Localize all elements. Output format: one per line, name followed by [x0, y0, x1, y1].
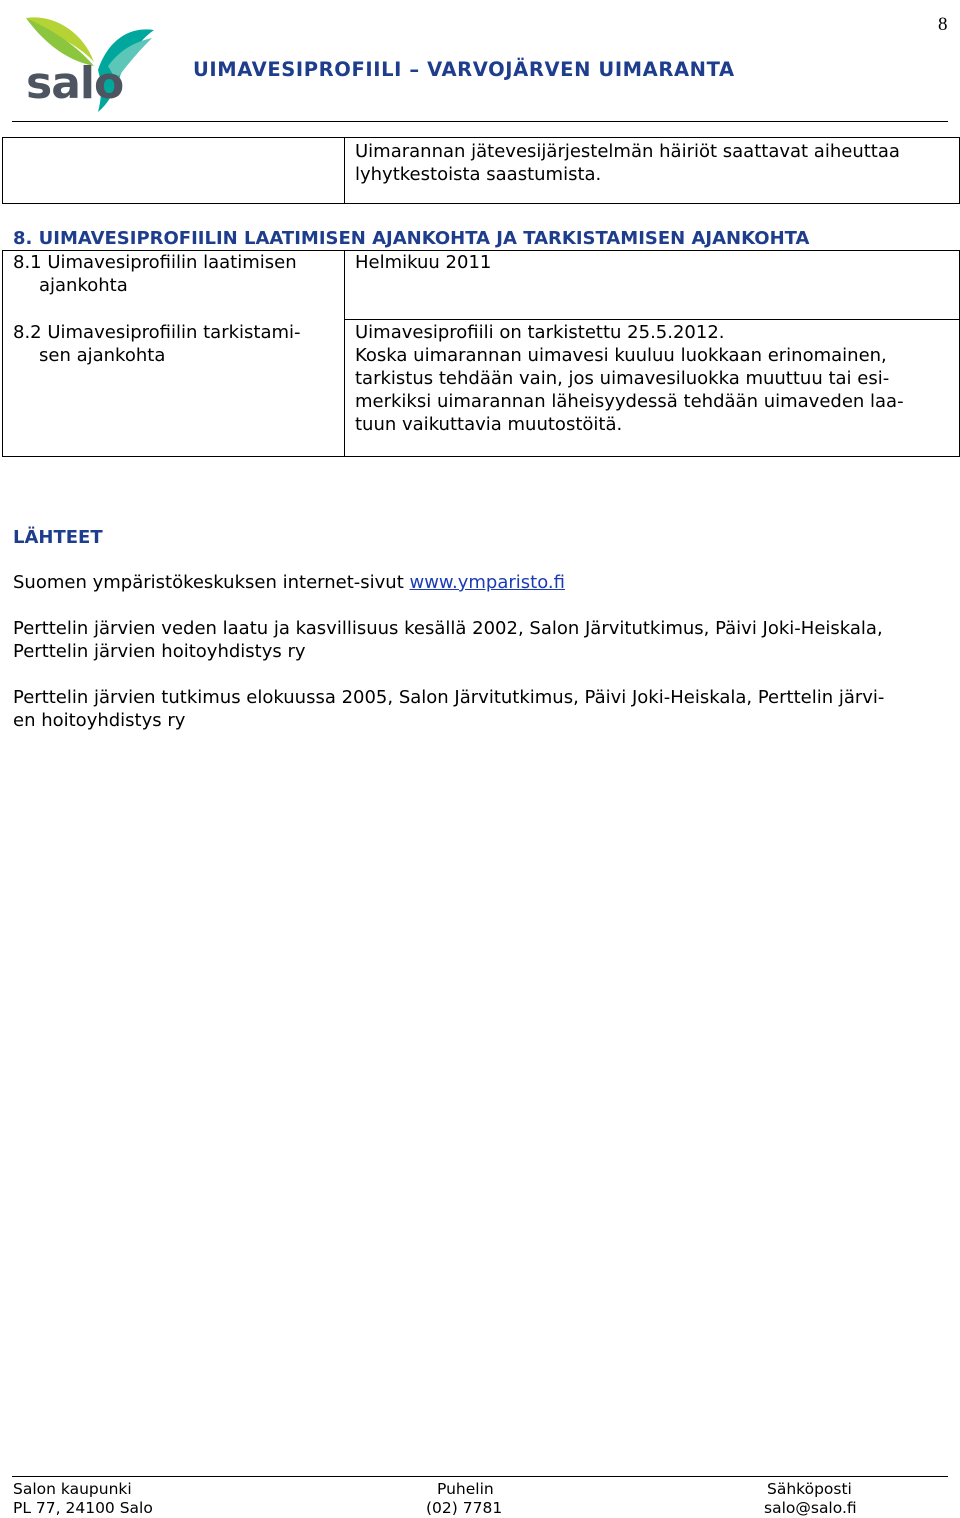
- logo-wordmark: salo: [26, 58, 124, 109]
- header-divider: [12, 121, 948, 122]
- footer-phone: (02) 7781: [426, 1499, 503, 1517]
- source-item-1: [13, 571, 565, 594]
- ymparisto-link[interactable]: www.ymparisto.fi: [409, 572, 565, 593]
- row-8-2-value-line-4: merkiksi uimarannan läheisyydessä tehdään uimaveden laa-: [355, 391, 904, 412]
- row-8-1-label-line-2: ajankohta: [39, 275, 128, 296]
- row-8-2-label-line-2: sen ajankohta: [39, 345, 166, 366]
- source-item-2-line-2: Perttelin järvien hoitoyhdistys ry: [13, 641, 306, 662]
- footer-divider: [12, 1476, 948, 1477]
- top-table-divider: [344, 138, 345, 203]
- footer-email: salo@salo.fi: [764, 1499, 857, 1517]
- footer-company-label: Salon kaupunki: [13, 1480, 132, 1498]
- table-column-divider: [344, 251, 345, 456]
- row-8-2-value-line-3: tarkistus tehdään vain, jos uimavesiluokka muuttuu tai esi-: [355, 368, 890, 389]
- top-table: [2, 137, 960, 204]
- document-title: UIMAVESIPROFIILI – VARVOJÄRVEN UIMARANTA: [193, 58, 735, 81]
- row-8-1-label-line-1: 8.1 Uimavesiprofiilin laatimisen: [13, 252, 297, 273]
- row-8-2-value-line-2: Koska uimarannan uimavesi kuuluu luokkaan erinomainen,: [355, 345, 887, 366]
- source-item-1-text: Suomen ympäristökeskuksen internet-sivut: [13, 572, 410, 593]
- row-8-1-value: Helmikuu 2011: [355, 252, 492, 273]
- section-8-heading: 8. UIMAVESIPROFIILIN LAATIMISEN AJANKOHTA JA TARKISTAMISEN AJANKOHTA: [13, 228, 810, 249]
- source-item-2-line-1: Perttelin järvien veden laatu ja kasvillisuus kesällä 2002, Salon Järvitutkimus, Päivi Joki-Heiskala,: [13, 618, 883, 639]
- table-row-divider: [344, 319, 959, 320]
- row-8-2-value-line-5: tuun vaikuttavia muutostöitä.: [355, 414, 623, 435]
- footer-email-label: Sähköposti: [767, 1480, 852, 1498]
- footer-address: PL 77, 24100 Salo: [13, 1499, 153, 1517]
- row-8-2-label-line-1: 8.2 Uimavesiprofiilin tarkistami-: [13, 322, 301, 343]
- row-8-2-value-line-1: Uimavesiprofiili on tarkistettu 25.5.2012.: [355, 322, 725, 343]
- top-table-line-2: lyhytkestoista saastumista.: [355, 164, 602, 185]
- sources-heading: LÄHTEET: [13, 527, 103, 548]
- source-item-3-line-2: en hoitoyhdistys ry: [13, 710, 186, 731]
- top-table-line-1: Uimarannan jätevesijärjestelmän häiriöt saattavat aiheuttaa: [355, 141, 900, 162]
- footer-phone-label: Puhelin: [437, 1480, 494, 1498]
- source-item-3-line-1: Perttelin järvien tutkimus elokuussa 2005, Salon Järvitutkimus, Päivi Joki-Heiskala, Perttelin järvi-: [13, 687, 885, 708]
- section-8-table: [2, 250, 960, 457]
- page-number: 8: [938, 14, 948, 35]
